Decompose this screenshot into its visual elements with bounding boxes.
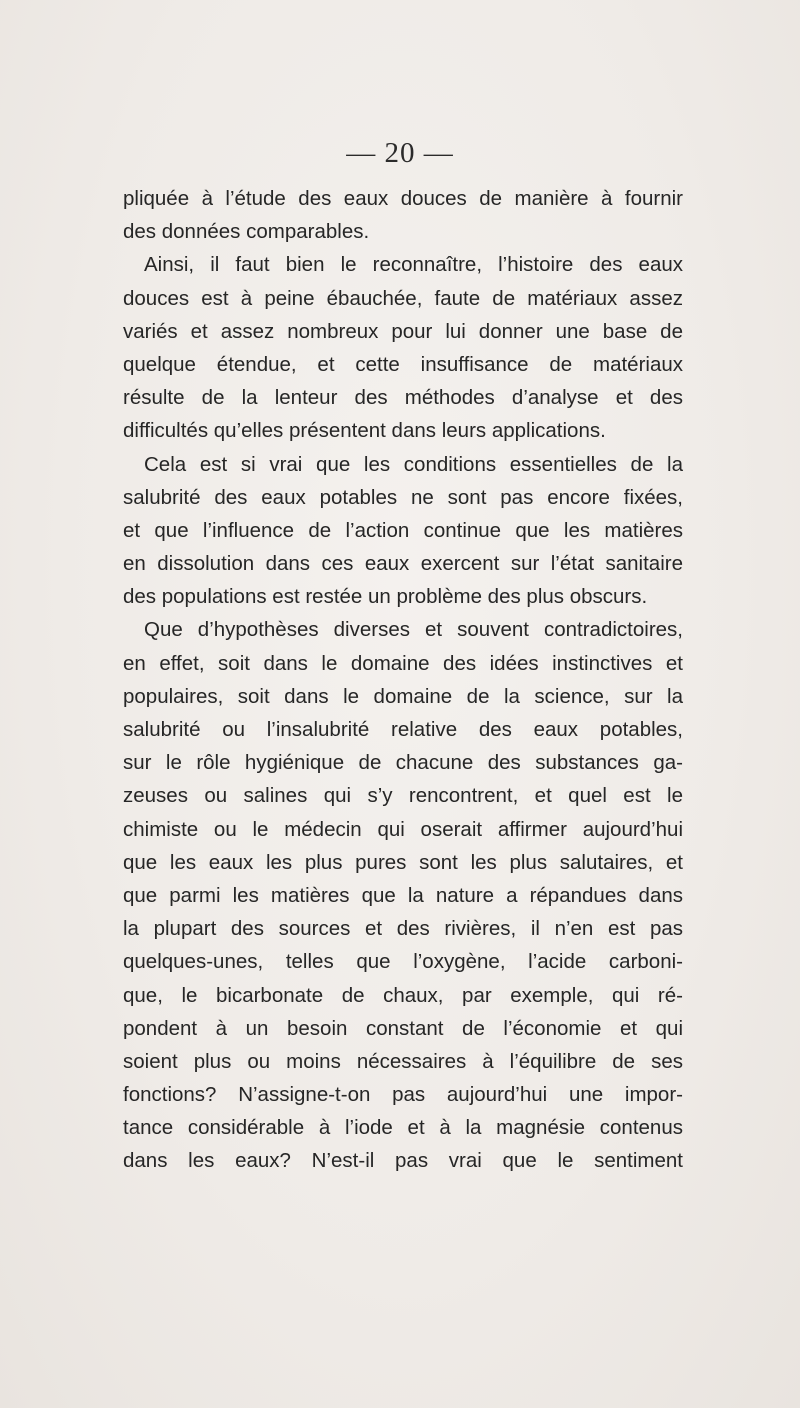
text-line: des populations est restée un problème des plus obscurs. bbox=[123, 585, 648, 609]
text-line: et que l’influence de l’action continue que les matières bbox=[123, 518, 683, 542]
text-line: salubrité ou l’insalubrité relative des eaux potables, bbox=[123, 718, 683, 741]
text-line: quelque étendue, et cette insuffisance de matériaux bbox=[123, 352, 683, 376]
text-line: variés et assez nombreux pour lui donner une base de bbox=[123, 319, 683, 343]
text-line: en dissolution dans ces eaux exercent sur l’état sanitaire bbox=[123, 552, 683, 576]
text-line: que les eaux les plus pures sont les plus salutaires, et bbox=[123, 850, 683, 874]
body-text bbox=[123, 182, 683, 1178]
text-line: tance considérable à l’iode et à la magnésie contenus bbox=[123, 1116, 683, 1140]
text-line: Ainsi, il faut bien le reconnaître, l’histoire des eaux bbox=[144, 253, 683, 277]
text-line: quelques-unes, telles que l’oxygène, l’acide carboni- bbox=[123, 950, 683, 974]
text-line: difficultés qu’elles présentent dans leurs applications. bbox=[123, 419, 606, 443]
text-line: chimiste ou le médecin qui oserait affirmer aujourd’hui bbox=[123, 817, 683, 841]
text-line: pliquée à l’étude des eaux douces de manière à fournir bbox=[123, 187, 683, 210]
text-line: Que d’hypothèses diverses et souvent contradictoires, bbox=[144, 618, 683, 642]
text-line: sur le rôle hygiénique de chacune des substances ga- bbox=[123, 751, 683, 775]
text-line: la plupart des sources et des rivières, il n’en est pas bbox=[123, 917, 683, 941]
text-line: des données comparables. bbox=[123, 220, 370, 244]
text-line: soient plus ou moins nécessaires à l’équilibre de ses bbox=[123, 1049, 683, 1073]
text-line: Cela est si vrai que les conditions essentielles de la bbox=[144, 452, 683, 476]
text-line: fonctions? N’assigne-t-on pas aujourd’hui une impor- bbox=[123, 1083, 683, 1107]
text-line: douces est à peine ébauchée, faute de matériaux assez bbox=[123, 286, 683, 310]
text-line: pondent à un besoin constant de l’économie et qui bbox=[123, 1016, 683, 1040]
text-line: zeuses ou salines qui s’y rencontrent, et quel est le bbox=[123, 784, 683, 808]
text-line: dans les eaux? N’est-il pas vrai que le sentiment bbox=[123, 1149, 683, 1173]
page-number-header: — 20 — bbox=[346, 137, 454, 169]
text-line: résulte de la lenteur des méthodes d’analyse et des bbox=[123, 386, 683, 410]
text-line: populaires, soit dans le domaine de la science, sur la bbox=[123, 684, 683, 708]
text-line: en effet, soit dans le domaine des idées instinctives et bbox=[123, 651, 683, 675]
text-line: que parmi les matières que la nature a répandues dans bbox=[123, 883, 683, 907]
text-line: que, le bicarbonate de chaux, par exemple, qui ré- bbox=[123, 983, 683, 1007]
text-line: salubrité des eaux potables ne sont pas encore fixées, bbox=[123, 485, 683, 509]
